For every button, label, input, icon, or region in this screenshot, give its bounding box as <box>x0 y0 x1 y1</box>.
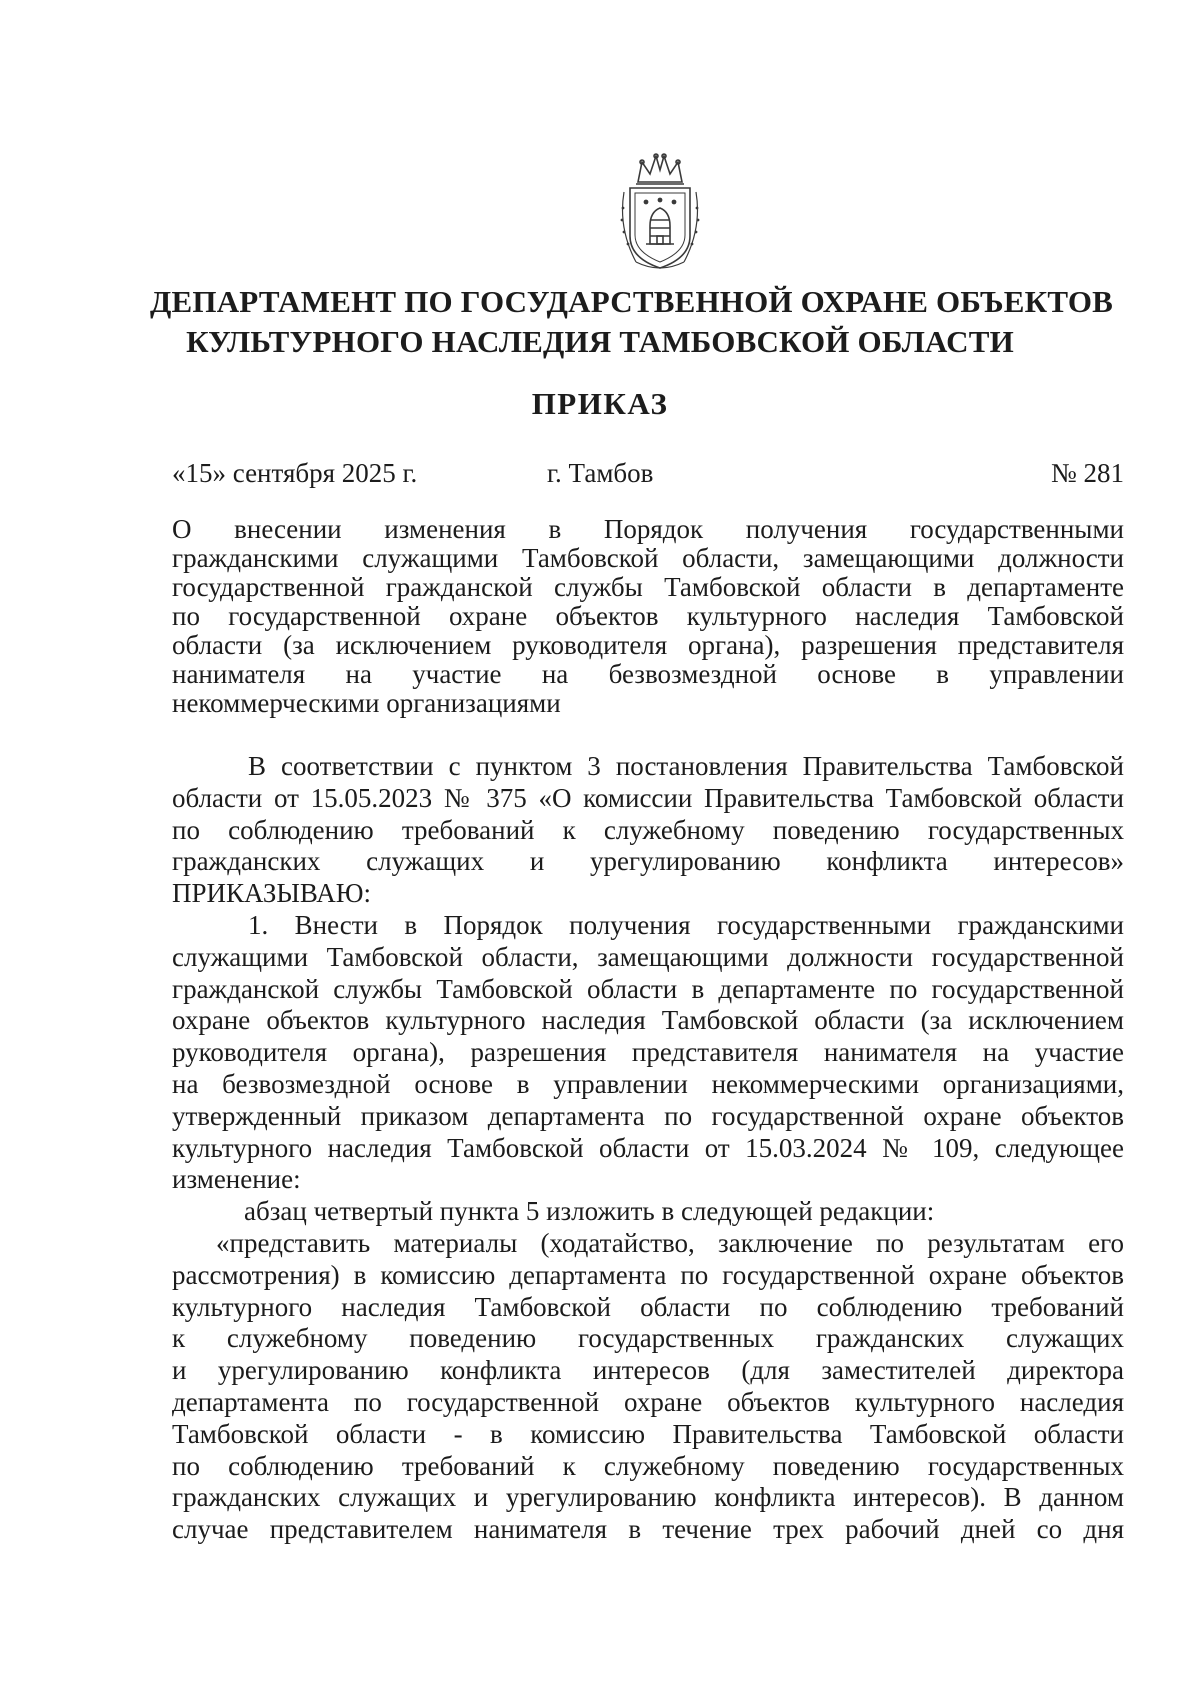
order-number: № 281 <box>1050 458 1124 488</box>
body-line: рассмотрения) в комиссию департамента по государственной охране объектов <box>172 1259 1124 1290</box>
subject-line: государственной гражданской службы Тамбовской области в департаменте <box>172 572 1124 602</box>
body-line: утвержденный приказом департамента по государственной охране объектов <box>172 1100 1124 1131</box>
department-name <box>150 282 1114 362</box>
body-line: гражданской службы Тамбовской области в департаменте по государственной <box>172 973 1124 1004</box>
order-city: г. Тамбов <box>547 458 654 488</box>
body-line: Тамбовской области - в комиссию Правительства Тамбовской области <box>172 1418 1124 1449</box>
order-date: «15» сентября 2025 г. <box>172 458 418 488</box>
body-line: области от 15.05.2023 № 375 «О комиссии Правительства Тамбовской области <box>172 782 1124 813</box>
order-subject <box>172 515 1124 718</box>
body-line: «представить материалы (ходатайство, заключение по результатам его <box>216 1227 1124 1258</box>
order-body <box>172 751 1124 1546</box>
body-line: руководителя органа), разрешения представителя нанимателя на участие <box>172 1037 1124 1068</box>
subject-line: нанимателя на участие на безвозмездной основе в управлении <box>172 659 1124 689</box>
body-line: и урегулированию конфликта интересов (для заместителей директора <box>172 1355 1124 1386</box>
body-line: случае представителем нанимателя в течение трех рабочий дней со дня <box>172 1514 1124 1545</box>
body-line: департамента по государственной охране объектов культурного наследия <box>172 1386 1124 1417</box>
body-line: изменение: <box>172 1164 301 1195</box>
body-line: охране объектов культурного наследия Тамбовской области (за исключением <box>172 1005 1124 1036</box>
body-line: культурного наследия Тамбовской области от 15.03.2024 № 109, следующее <box>172 1132 1124 1163</box>
department-name-line: КУЛЬТУРНОГО НАСЛЕДИЯ ТАМБОВСКОЙ ОБЛАСТИ <box>186 324 1014 359</box>
body-line: В соответствии с пунктом 3 постановления Правительства Тамбовской <box>248 751 1124 781</box>
body-line: на безвозмездной основе в управлении некоммерческими организациями, <box>172 1068 1124 1099</box>
subject-line: некоммерческими организациями <box>172 688 561 718</box>
body-line: абзац четвертый пункта 5 изложить в следующей редакции: <box>244 1196 935 1227</box>
subject-line: области (за исключением руководителя органа), разрешения представителя <box>172 630 1124 660</box>
body-line: к служебному поведению государственных гражданских служащих <box>172 1323 1124 1354</box>
order-meta <box>172 455 1124 491</box>
document-title: ПРИКАЗ <box>531 386 669 421</box>
body-line: гражданских служащих и урегулированию конфликта интересов» <box>172 846 1124 877</box>
body-line: по соблюдению требований к служебному поведению государственных <box>172 814 1124 845</box>
subject-line: по государственной охране объектов культурного наследия Тамбовской <box>172 601 1124 631</box>
coat-of-arms-icon <box>610 148 710 276</box>
body-line: ПРИКАЗЫВАЮ: <box>172 878 371 909</box>
body-line: 1. Внести в Порядок получения государственными гражданскими <box>248 909 1124 940</box>
body-line: гражданских служащих и урегулированию конфликта интересов). В данном <box>172 1482 1124 1513</box>
body-line: по соблюдению требований к служебному поведению государственных <box>172 1450 1124 1481</box>
subject-line: О внесении изменения в Порядок получения государственными <box>172 514 1124 544</box>
body-line: культурного наследия Тамбовской области по соблюдению требований <box>172 1291 1124 1322</box>
subject-line: гражданскими служащими Тамбовской области, замещающими должности <box>172 543 1124 573</box>
department-name-line: ДЕПАРТАМЕНТ ПО ГОСУДАРСТВЕННОЙ ОХРАНЕ ОБЪЕКТОВ <box>150 284 1114 319</box>
body-line: служащими Тамбовской области, замещающими должности государственной <box>172 941 1124 972</box>
